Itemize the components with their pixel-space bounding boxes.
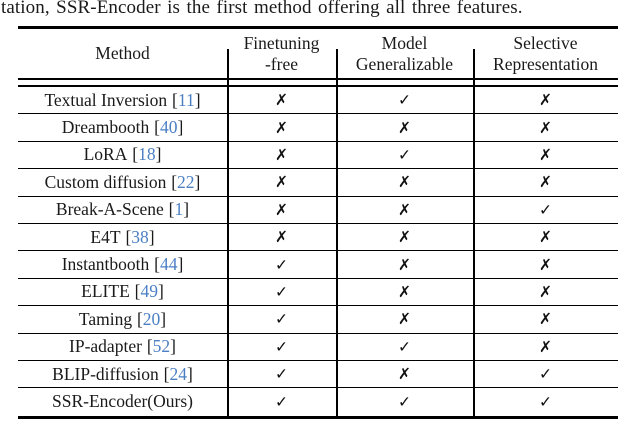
method-cell [18, 224, 227, 250]
header-method-label: Method [95, 43, 150, 63]
table-row [18, 279, 618, 306]
check-icon: ✓ [275, 337, 288, 356]
cross-icon: ✗ [539, 228, 552, 247]
check-icon: ✓ [275, 282, 288, 301]
check-icon: ✓ [539, 365, 552, 384]
header-finetuning-line1: Finetuning [243, 32, 320, 53]
column-divider [473, 49, 475, 417]
method-label: Break-A-Scene [55, 199, 164, 220]
comparison-table [18, 26, 618, 419]
method-label: Instantbooth [61, 254, 150, 275]
cross-icon: ✗ [398, 255, 411, 274]
header-selective-line1: Selective [513, 32, 578, 53]
table-row [18, 169, 618, 196]
column-header-finetuning-free [227, 29, 336, 78]
header-generalizable-line1: Model [381, 32, 428, 53]
cross-icon: ✗ [398, 173, 411, 192]
method-cell [18, 279, 227, 305]
table-header-row [18, 29, 618, 78]
cross-icon: ✗ [275, 173, 288, 192]
cross-icon: ✗ [539, 282, 552, 301]
table-row [18, 334, 618, 361]
citation-link[interactable]: [22] [171, 171, 201, 192]
cross-icon: ✗ [398, 282, 411, 301]
method-cell [18, 251, 227, 277]
column-divider [227, 49, 229, 417]
cross-icon: ✗ [539, 118, 552, 137]
check-icon: ✓ [275, 310, 288, 329]
table-row [18, 197, 618, 224]
citation-link[interactable]: [40] [154, 117, 184, 138]
table-body [18, 87, 618, 416]
cross-icon: ✗ [275, 228, 288, 247]
method-label: BLIP-diffusion [52, 363, 159, 384]
cross-icon: ✗ [539, 310, 552, 329]
column-header-selective-representation [473, 29, 618, 78]
citation-link[interactable]: [44] [154, 254, 184, 275]
citation-link[interactable]: [49] [134, 281, 164, 302]
column-header-method [18, 29, 227, 78]
table-row [18, 361, 618, 388]
check-icon: ✓ [539, 200, 552, 219]
check-icon: ✓ [398, 145, 411, 164]
method-cell [18, 114, 227, 140]
table-row [18, 87, 618, 114]
citation-link[interactable]: [24] [163, 363, 193, 384]
cross-icon: ✗ [539, 91, 552, 110]
method-label: Textual Inversion [44, 89, 168, 110]
citation-link[interactable]: [20] [136, 308, 167, 329]
citation-link[interactable]: [52] [146, 336, 176, 357]
cross-icon: ✗ [539, 255, 552, 274]
bottom-rule [18, 416, 618, 419]
cross-icon: ✗ [539, 145, 552, 164]
check-icon: ✓ [398, 392, 411, 411]
caption-text: tation, SSR-Encoder is the first method offering all three features. [1, 0, 523, 18]
column-header-model-generalizable [336, 29, 473, 78]
table-row [18, 224, 618, 251]
method-label: Taming [78, 308, 133, 329]
header-divider [18, 78, 618, 87]
header-generalizable-line2: Generalizable [355, 53, 454, 74]
check-icon: ✓ [275, 392, 288, 411]
cross-icon: ✗ [275, 200, 288, 219]
cross-icon: ✗ [275, 91, 288, 110]
method-label: SSR-Encoder(Ours) [52, 391, 193, 412]
citation-link[interactable]: [1] [168, 199, 190, 220]
check-icon: ✓ [275, 365, 288, 384]
cross-icon: ✗ [275, 145, 288, 164]
cross-icon: ✗ [398, 200, 411, 219]
check-icon: ✓ [398, 91, 411, 110]
citation-link[interactable]: [38] [125, 226, 155, 247]
method-cell [18, 142, 227, 168]
column-divider [336, 49, 338, 417]
cross-icon: ✗ [539, 337, 552, 356]
method-cell [18, 334, 227, 360]
method-cell [18, 388, 227, 415]
header-selective-line2: Representation [493, 53, 598, 74]
cross-icon: ✗ [398, 118, 411, 137]
check-icon: ✓ [275, 255, 288, 274]
table-row [18, 251, 618, 278]
method-label: Dreambooth [61, 117, 150, 138]
method-cell [18, 197, 227, 223]
method-cell [18, 87, 227, 113]
method-label: Custom diffusion [44, 171, 167, 192]
method-label: ELITE [81, 281, 130, 302]
cross-icon: ✗ [398, 365, 411, 384]
table-row [18, 388, 618, 415]
cross-icon: ✗ [275, 118, 288, 137]
method-cell [18, 361, 227, 387]
check-icon: ✓ [539, 392, 552, 411]
table-row [18, 114, 618, 141]
table-row [18, 306, 618, 333]
method-label: LoRA [83, 144, 128, 165]
method-cell [18, 306, 227, 332]
method-cell [18, 169, 227, 195]
citation-link[interactable]: [11] [172, 89, 201, 110]
cross-icon: ✗ [539, 173, 552, 192]
method-label: IP-adapter [69, 336, 142, 357]
cross-icon: ✗ [398, 228, 411, 247]
method-label: E4T [90, 226, 121, 247]
cross-icon: ✗ [398, 310, 411, 329]
citation-link[interactable]: [18] [132, 144, 162, 165]
check-icon: ✓ [398, 337, 411, 356]
table-row [18, 142, 618, 169]
header-finetuning-line2: -free [264, 53, 299, 74]
